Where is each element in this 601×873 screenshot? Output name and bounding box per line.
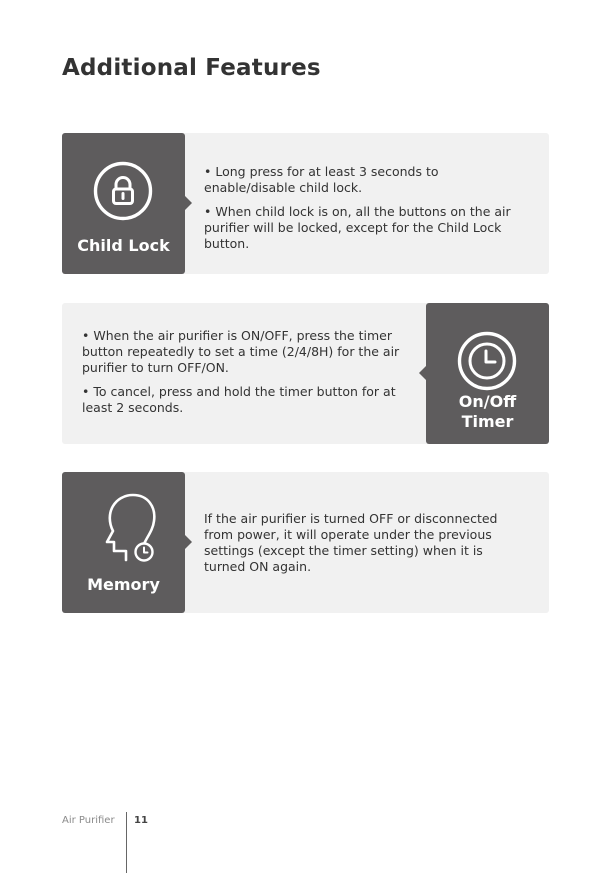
timer-label-line-1: On/Off [458,392,517,411]
child-lock-bullet-2: • When child lock is on, all the buttons on the air purifier will be locked, except for the Child Lock button. [204,204,511,251]
footer-product-name: Air Purifier [62,815,115,826]
feature-card-memory [62,472,549,613]
timer-bullet-1: • When the air purifier is ON/OFF, press the timer button repeatedly to set a time (2/4/8H) for the air purifier to turn OFF/ON. [82,328,400,375]
child-lock-description [204,164,522,252]
pointer-arrow [185,196,192,210]
padlock-icon [92,160,154,222]
memory-label: Memory [87,575,160,594]
child-lock-panel [62,133,185,274]
head-with-clock-icon [90,492,156,564]
memory-description [204,511,522,575]
timer-bullet-2: • To cancel, press and hold the timer button for at least 2 seconds. [82,384,396,415]
timer-panel [426,303,549,444]
child-lock-bullet-1: • Long press for at least 3 seconds to enable/disable child lock. [204,164,439,195]
memory-panel [62,472,185,613]
feature-card-child-lock [62,133,549,274]
timer-description [82,328,404,416]
pointer-arrow [185,535,192,549]
page-number: 11 [134,815,148,826]
clock-icon [456,330,518,392]
feature-card-timer [62,303,549,444]
child-lock-label: Child Lock [77,236,170,255]
timer-label-line-2: Timer [461,412,514,431]
pointer-arrow [419,366,426,380]
timer-label [426,392,549,432]
memory-text: If the air purifier is turned OFF or disconnected from power, it will operate under the previous settings (except the timer setting) when it is turned ON again. [204,511,498,574]
page-title: Additional Features [62,55,321,81]
footer-divider [126,812,127,873]
